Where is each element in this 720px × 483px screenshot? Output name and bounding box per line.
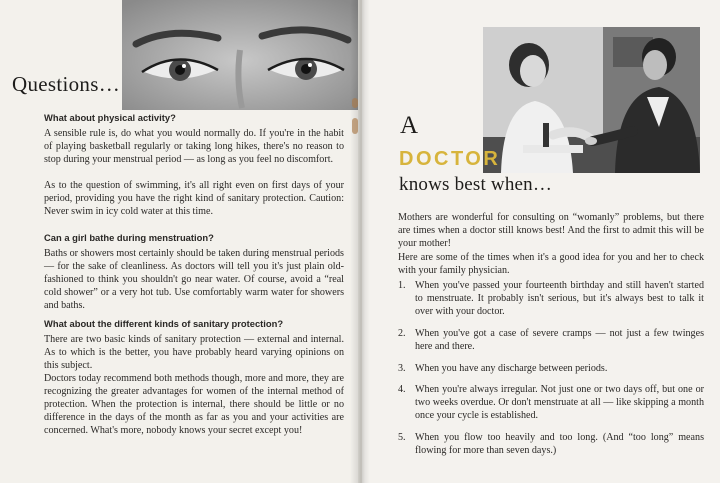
page-gutter xyxy=(350,0,370,483)
list-item xyxy=(398,328,704,354)
intro-paragraph: Here are some of the times when it's a good idea for you and her to check with your family physician. xyxy=(398,252,704,276)
left-page xyxy=(0,0,358,483)
section-heading: Can a girl bathe during menstruation? xyxy=(44,232,214,243)
staple-stain xyxy=(352,118,358,134)
paragraph: Doctors today recommend both methods though, more and more, they are recognizing the greater advantages for women of the internal method of protection. When the protection is internal, there should be little or no difference in the days of the month as far as you and your activities are concerned. What's more, nobody knows your secret except you! xyxy=(44,373,344,436)
list-item xyxy=(398,280,704,319)
title-doctor: DOCTOR xyxy=(399,148,501,170)
list-text: When you have any discharge between periods. xyxy=(415,362,608,374)
section-heading: What about the different kinds of sanitary protection? xyxy=(44,318,284,329)
questions-title: Questions… xyxy=(12,72,120,96)
paragraph: There are two basic kinds of sanitary protection — external and internal. As to which is the better, you have probably heard varying opinions on this subject. xyxy=(44,334,344,371)
eyes-photo xyxy=(122,0,358,110)
list-item xyxy=(398,384,704,423)
list-text: When you're always irregular. Not just one or two days off, but one or two weeks overdue. Or don't menstruate at all — like skipping a month once your cycle is established. xyxy=(415,384,704,422)
list-text: When you flow too heavily and too long. (And “too long” means flowing for more than seven days.) xyxy=(415,432,704,457)
paragraph: A sensible rule is, do what you would normally do. If you're in the habit of playing basketball regularly or taking long hikes, there's no reason to stop during your menstrual period — as long as you feel no discomfort. xyxy=(44,128,344,165)
doctor-list xyxy=(398,280,704,467)
doctor-consultation-photo xyxy=(483,27,700,173)
list-number: 3. xyxy=(398,362,406,374)
list-text: When you've got a case of severe cramps — not just a few twinges here and there. xyxy=(415,327,704,352)
list-item xyxy=(398,363,704,376)
paragraph: As to the question of swimming, it's all right even on first days of your period, providing you have the right kind of sanitary protection. Caution: Never swim in icy cold water at this time. xyxy=(44,180,344,217)
list-number: 2. xyxy=(398,327,406,339)
list-number: 5. xyxy=(398,432,406,444)
title-knows-best: knows best when… xyxy=(399,174,553,195)
right-page xyxy=(362,0,720,483)
title-a: A xyxy=(400,112,419,139)
list-number: 4. xyxy=(398,384,406,396)
list-item xyxy=(398,432,704,458)
list-text: When you've passed your fourteenth birthday and still haven't started to menstruate. It probably isn't serious, but it's always best to talk it over with your doctor. xyxy=(415,280,704,317)
staple-stain xyxy=(352,98,358,108)
paragraph: Baths or showers most certainly should be taken during menstrual periods — for the sake of cleanliness. As doctors will tell you it's just plain old-fashioned to think you shouldn't go near water. Of course, avoid a “real cold shower” or a very hot tub. Use comfortably warm water for showers and baths. xyxy=(44,248,344,311)
list-number: 1. xyxy=(398,280,406,291)
section-heading: What about physical activity? xyxy=(44,112,176,123)
intro-paragraph: Mothers are wonderful for consulting on “womanly” problems, but there are times when a doctor still knows best! And the first to admit this will be your mother! xyxy=(398,212,704,249)
